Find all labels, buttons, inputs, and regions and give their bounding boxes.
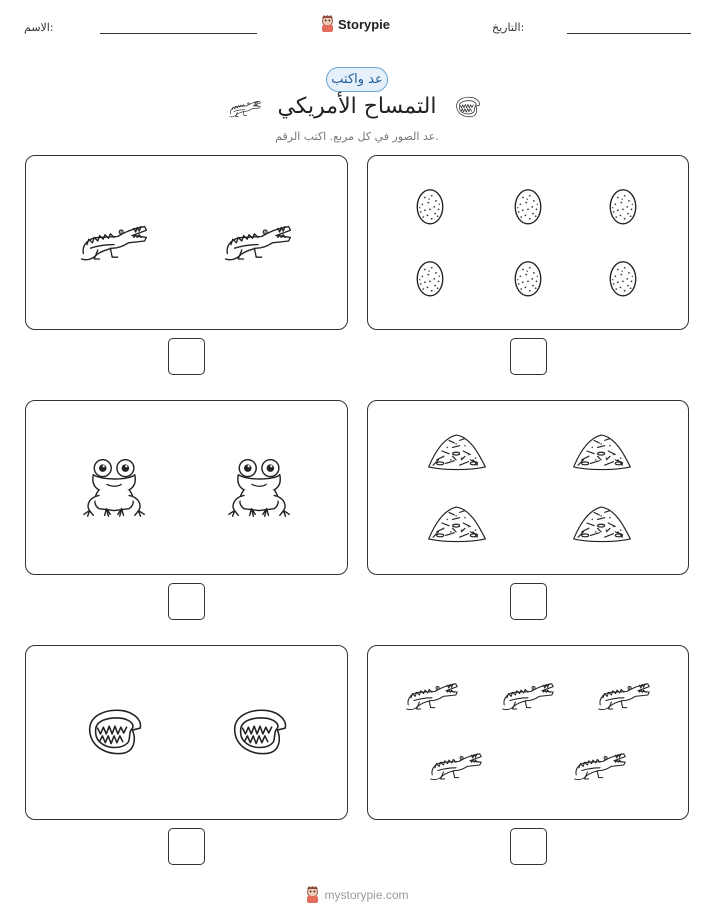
date-label: التاريخ:: [492, 21, 525, 34]
alligator-icon: [500, 676, 556, 714]
answer-box-jaws[interactable]: [168, 828, 205, 865]
brand-logo: [320, 14, 396, 34]
count-panel-eggs: [367, 155, 689, 330]
alligator-icon: [596, 676, 652, 714]
brand-name: Storypie: [338, 16, 391, 32]
alligator-icon: [572, 746, 628, 784]
nest-icon: [426, 501, 488, 545]
alligator-jaws-icon: [454, 94, 482, 120]
instructions: عد الصور في كل مربع. اكتب الرقم.: [275, 130, 439, 143]
page-footer: [0, 884, 714, 906]
alligator-jaws-icon: [229, 706, 291, 758]
egg-icon: [511, 184, 545, 228]
name-label: الاسم:: [24, 21, 54, 34]
egg-icon: [413, 184, 447, 228]
nest-icon: [571, 429, 633, 473]
name-field-line[interactable]: [100, 33, 257, 34]
answer-box-nests[interactable]: [510, 583, 547, 620]
alligator-icon: [428, 746, 484, 784]
title-row: [0, 94, 714, 124]
count-panel-jaws: [25, 645, 348, 820]
answer-box-alligators[interactable]: [168, 338, 205, 375]
count-panel-alligators: [25, 155, 348, 330]
storypie-mascot-icon: [320, 15, 335, 33]
frog-icon: [227, 455, 293, 519]
count-panel-alligators-5: [367, 645, 689, 820]
nest-icon: [571, 501, 633, 545]
answer-box-alligators-5[interactable]: [510, 828, 547, 865]
egg-icon: [511, 256, 545, 300]
worksheet-header: [0, 14, 714, 44]
storypie-mascot-icon: [305, 886, 320, 904]
nest-icon: [426, 429, 488, 473]
answer-box-eggs[interactable]: [510, 338, 547, 375]
frog-icon: [82, 455, 148, 519]
count-panel-nests: [367, 400, 689, 575]
egg-icon: [606, 256, 640, 300]
count-panel-frogs: [25, 400, 348, 575]
alligator-icon: [78, 216, 150, 266]
egg-icon: [606, 184, 640, 228]
answer-box-frogs[interactable]: [168, 583, 205, 620]
alligator-jaws-icon: [84, 706, 146, 758]
date-field-line[interactable]: [567, 33, 691, 34]
page-title: التمساح الأمريكي: [277, 94, 437, 119]
alligator-icon: [404, 676, 460, 714]
alligator-icon: [222, 216, 294, 266]
activity-badge: عد واكتب: [326, 67, 388, 92]
alligator-icon: [228, 96, 262, 120]
egg-icon: [413, 256, 447, 300]
footer-website[interactable]: mystorypie.com: [324, 888, 409, 902]
